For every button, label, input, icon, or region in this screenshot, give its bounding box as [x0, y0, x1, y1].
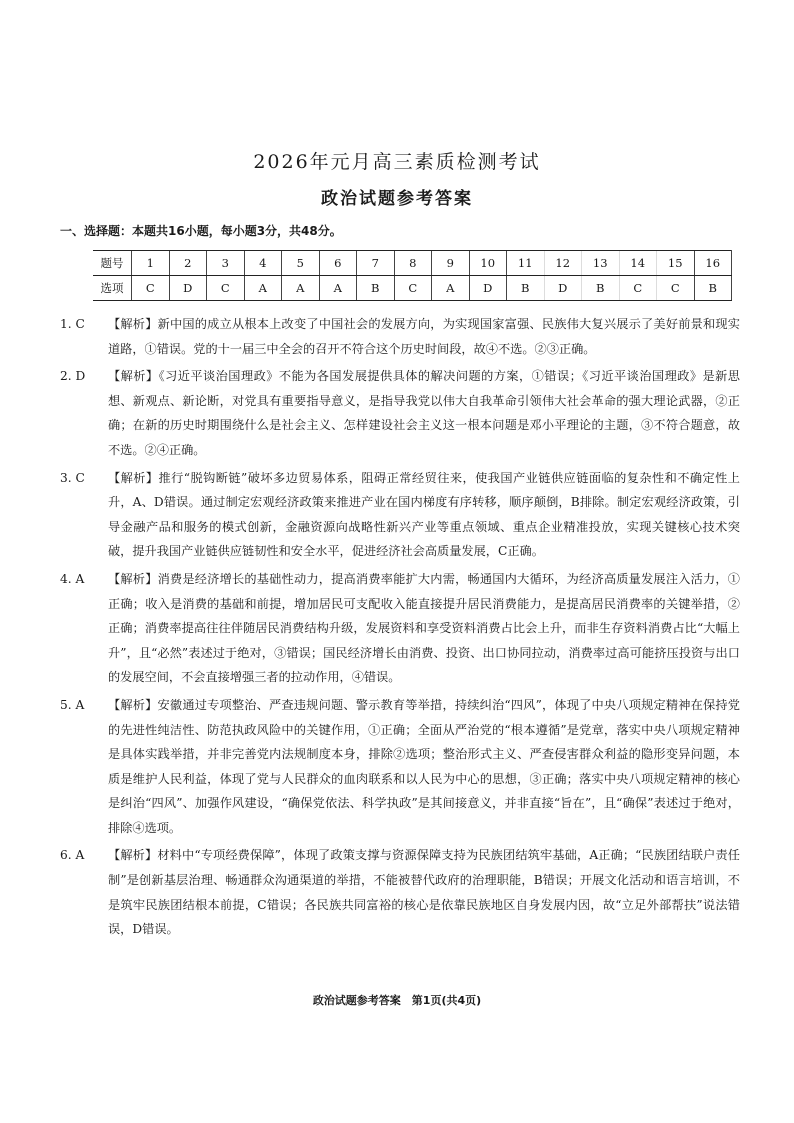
explanation-text: 【解析】《习近平谈治国理政》不能为各国发展提供具体的解决问题的方案，①错误；《习近平谈治国理政》是新思想、新观点、新论断，对党具有重要指导意义，是指导我党以伟大自我革命引领伟大社会革命的强大理论武器，②正确；在新的历史时期围绕什么是社会主义、怎样建设社会主义这一根本问题是邓小平理论的主题，③不符合题意，故不选。②④正确。: [108, 369, 740, 457]
question-label: 4. A: [60, 571, 85, 586]
question-label: 1. C: [60, 317, 85, 331]
answer-cell: C: [657, 276, 695, 301]
explanation-item: [60, 693, 740, 841]
question-number: 11: [507, 251, 545, 276]
question-label: 2. D: [60, 369, 86, 384]
explanation-text: 【解析】消费是经济增长的基础性动力，提高消费率能扩大内需，畅通国内大循环，为经济高质量发展注入活力，①正确；收入是消费的基础和前提，增加居民可支配收入能直接提升居民消费能力，是提高居民消费率的关键举措，②正确；消费率提高往往伴随居民消费结构升级，发展资料和享受资料消费占比会上升，而非生存资料消费占比“大幅上升”，且“必然”表述过于绝对，③错误；国民经济增长由消费、投资、出口协同拉动，消费率过高可能挤压投资与出口的发展空间，不会直接增强三者的拉动作用，④错误。: [108, 571, 740, 685]
answer-cell: B: [694, 276, 732, 301]
answer-row: [93, 276, 732, 301]
answer-cell: C: [207, 276, 245, 301]
exam-subtitle: 政治试题参考答案: [321, 189, 473, 209]
explanation-item: [60, 312, 740, 361]
question-number: 3: [207, 251, 245, 276]
explanation-text: 【解析】材料中“专项经费保障”，体现了政策支撑与资源保障支持为民族团结筑牢基础，A正确；“民族团结联户责任制”是创新基层治理、畅通群众沟通渠道的举措，不能被替代政府的治理职能，B错误；开展文化活动和语言培训，不是筑牢民族团结根本前提，C错误；各民族共同富裕的核心是依靠民族地区自身发展内因，故“立足外部帮扶”说法错误，D错误。: [108, 848, 740, 937]
section-heading: 一、选择题：本题共16小题，每小题3分，共48分。: [60, 224, 342, 238]
answer-cell: C: [394, 276, 432, 301]
answer-cell: B: [357, 276, 395, 301]
question-label: 3. C: [60, 470, 85, 485]
answer-cell: D: [544, 276, 582, 301]
question-number: 12: [544, 251, 582, 276]
explanation-item: [60, 466, 740, 564]
row-label: 题号: [93, 251, 132, 276]
question-number: 6: [319, 251, 357, 276]
question-label: 6. A: [60, 848, 85, 863]
explanation-item: [60, 843, 740, 941]
question-number: 15: [657, 251, 695, 276]
answer-cell: A: [244, 276, 282, 301]
question-number: 7: [357, 251, 395, 276]
question-number: 13: [582, 251, 620, 276]
question-label: 5. A: [60, 697, 85, 712]
page-footer: 政治试题参考答案 第1页(共4页): [312, 994, 482, 1007]
question-number: 4: [244, 251, 282, 276]
answer-cell: B: [507, 276, 545, 301]
exam-title: 2026年元月高三素质检测考试: [253, 151, 541, 173]
question-number: 16: [694, 251, 732, 276]
row-label: 选项: [93, 276, 132, 301]
explanation-item: [60, 364, 740, 462]
explanation-text: 【解析】新中国的成立从根本上改变了中国社会的发展方向，为实现国家富强、民族伟大复兴展示了美好前景和现实道路，①错误。党的十一届三中全会的召开不符合这个历史时间段，故④不选。②③正确。: [108, 317, 740, 356]
explanation-text: 【解析】安徽通过专项整治、严查违规问题、警示教育等举措，持续纠治“四风”，体现了中央八项规定精神在保持党的先进性纯洁性、防范执政风险中的关键作用，①正确；全面从严治党的“根本遵循”是党章，落实中央八项规定精神是具体实践举措，并非完善党内法规制度本身，排除②选项；整治形式主义、严查侵害群众利益的隐形变异问题，本质是维护人民利益，体现了党与人民群众的血肉联系和以人民为中心的思想，③正确；落实中央八项规定精神的核心是纠治“四风”、加强作风建设，“确保党依法、科学执政”是其间接意义，并非直接“旨在”，且“确保”表述过于绝对，排除④选项。: [108, 697, 740, 835]
answer-cell: A: [432, 276, 470, 301]
question-number: 8: [394, 251, 432, 276]
answer-cell: D: [169, 276, 207, 301]
answer-cell: A: [319, 276, 357, 301]
question-number: 9: [432, 251, 470, 276]
question-number: 14: [619, 251, 657, 276]
question-number: 2: [169, 251, 207, 276]
question-number-row: [93, 251, 732, 276]
explanation-text: 【解析】推行“脱钩断链”破坏多边贸易体系，阻碍正常经贸往来，使我国产业链供应链面临的复杂性和不确定性上升，A、D错误。通过制定宏观经济政策来推进产业在国内梯度有序转移，顺序颠倒，B排除。制定宏观经济政策，引导金融产品和服务的模式创新，金融资源向战略性新兴产业等重点领域、重点企业精准投放，实现关键核心技术突破，提升我国产业链供应链韧性和安全水平，促进经济社会高质量发展，C正确。: [108, 470, 740, 559]
explanation-list: [60, 312, 740, 945]
answer-table: [93, 250, 732, 301]
answer-cell: D: [469, 276, 507, 301]
answer-cell: C: [132, 276, 170, 301]
question-number: 10: [469, 251, 507, 276]
question-number: 1: [132, 251, 170, 276]
answer-cell: C: [619, 276, 657, 301]
answer-cell: B: [582, 276, 620, 301]
question-number: 5: [282, 251, 320, 276]
answer-cell: A: [282, 276, 320, 301]
explanation-item: [60, 567, 740, 690]
